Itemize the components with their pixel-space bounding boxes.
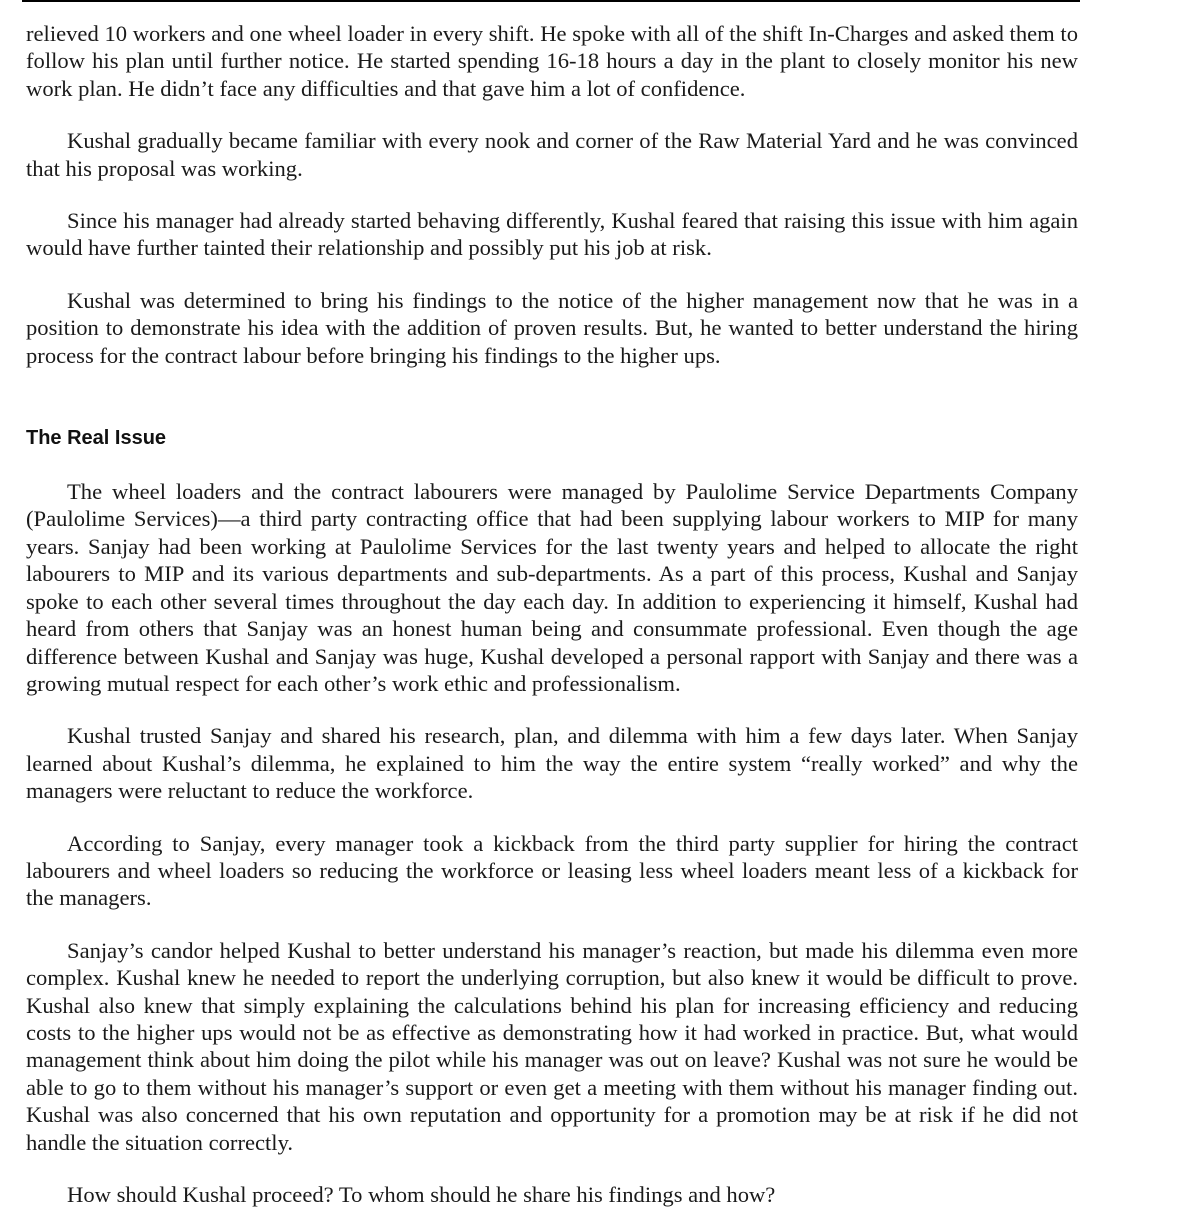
page-top-rule [22,0,1080,2]
paragraph-candor: Sanjay’s candor helped Kushal to better understand his manager’s reaction, but made his dilemma even more complex. Kushal knew he needed to report the underlying corruption, but also knew it would be difficult to prove. Kushal also knew that simply explaining the calculations behind his plan for increasing efficiency and reducing costs to the higher ups would not be as effective as demonstrating how it had worked in practice. But, what would management think about him doing the pilot while his manager was out on leave? Kushal was not sure he would be able to go to them without his manager’s support or even get a meeting with them without his manager finding out. Kushal was also concerned that his own reputation and opportunity for a promotion may be at risk if he did not handle the situation correctly. [26,937,1078,1155]
section-heading: The Real Issue [26,427,167,450]
paragraph-question: How should Kushal proceed? To whom should he share his findings and how? [67,1182,776,1207]
paragraph-kickback: According to Sanjay, every manager took a kickback from the third party supplier for hiring the contract labourers and wheel loaders so reducing the workforce or leasing less wheel loaders meant less of a kickback for the managers. [26,830,1078,911]
paragraph-wheel-loaders: The wheel loaders and the contract labourers were managed by Paulolime Service Departments Company (Paulolime Services)—a third party contracting office that had been supplying labour workers to MIP for many years. Sanjay had been working at Paulolime Services for the last twenty years and helped to allocate the right labourers to MIP and its various departments and sub-departments. As a part of this process, Kushal and Sanjay spoke to each other several times throughout the day each day. In addition to experiencing it himself, Kushal had heard from others that Sanjay was an honest human being and consummate professional. Even though the age difference between Kushal and Sanjay was huge, Kushal developed a personal rapport with Sanjay and there was a growing mutual respect for each other’s work ethic and professionalism. [26,479,1078,696]
paragraph-manager-behavior: Since his manager had already started behaving differently, Kushal feared that raising this issue with him again would have further tainted their relationship and possibly put his job at risk. [26,208,1078,261]
paragraph-trusted-sanjay: Kushal trusted Sanjay and shared his research, plan, and dilemma with him a few days later. When Sanjay learned about Kushal’s dilemma, he explained to him the way the entire system “really worked” and why the managers were reluctant to reduce the workforce. [26,723,1078,804]
paragraph-continuation: relieved 10 workers and one wheel loader in every shift. He spoke with all of the shift In-Charges and asked them to follow his plan until further notice. He started spending 16-18 hours a day in the plant to closely monitor his new work plan. He didn’t face any difficulties and that gave him a lot of confidence. [26,21,1078,101]
paragraph-determined: Kushal was determined to bring his findings to the notice of the higher management now that he was in a position to demonstrate his idea with the addition of proven results. But, he wanted to better understand the hiring process for the contract labour before bringing his findings to the higher ups. [26,287,1078,368]
paragraph-familiar-yard: Kushal gradually became familiar with every nook and corner of the Raw Material Yard and he was convinced that his proposal was working. [26,128,1078,181]
document-page [26,20,1078,1208]
